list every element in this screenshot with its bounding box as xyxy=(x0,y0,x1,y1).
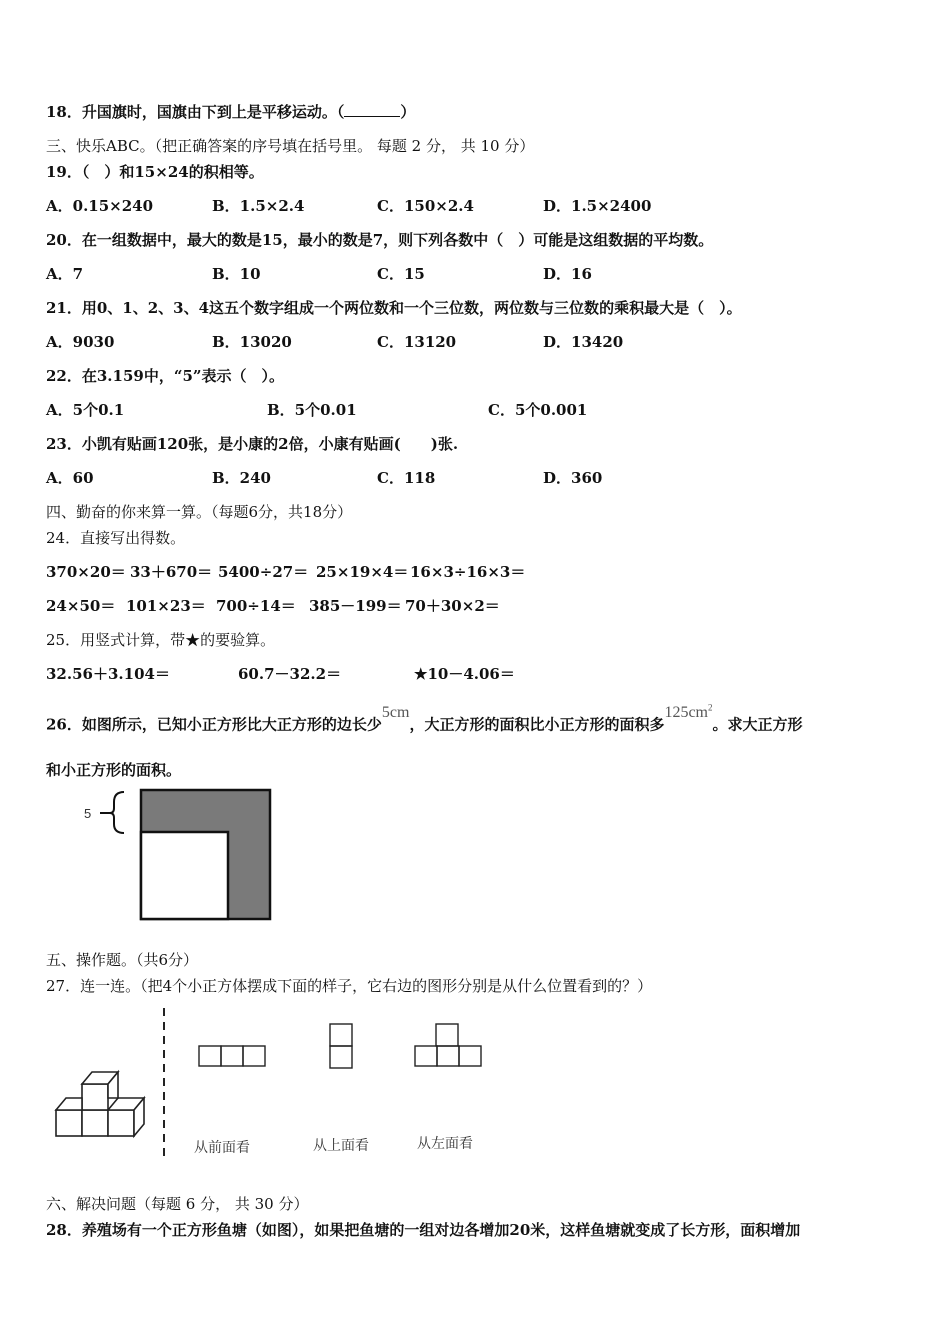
question-25-stem: 25．用竖式计算，带★的要验算。 xyxy=(46,631,276,649)
view-label-top: 从上面看 xyxy=(313,1137,369,1153)
top-view-shape[interactable] xyxy=(330,1024,352,1068)
q25-item: ★10－4.06＝ xyxy=(414,665,515,683)
cubes-figure xyxy=(46,1006,506,1164)
q20-option-b[interactable]: B．10 xyxy=(212,265,261,283)
question-18: 18．升国旗时，国旗由下到上是平移运动。（ ） xyxy=(46,103,416,121)
q20-option-a[interactable]: A．7 xyxy=(46,265,84,283)
q19-option-a[interactable]: A．0.15×240 xyxy=(46,197,154,215)
section-4-title: 四、勤奋的你来算一算。（每题6分，共18分） xyxy=(46,503,353,521)
question-26-stem: 26．如图所示，已知小正方形比大正方形的边长少5cm，大正方形的面积比小正方形的面积多$125cm^2$。求大正方形 xyxy=(46,703,803,734)
math-125cm2: $125cm^2$ xyxy=(664,703,713,722)
answer-blank[interactable] xyxy=(344,102,400,117)
q23-option-c[interactable]: C．118 xyxy=(377,469,436,487)
q24-item: 700÷14＝ xyxy=(216,597,296,615)
q24-item: 385－199＝ xyxy=(309,597,402,615)
brace-icon xyxy=(100,792,124,833)
q19-option-d[interactable]: D．1.5×2400 xyxy=(543,197,652,215)
section-5-title: 五、操作题。（共6分） xyxy=(46,951,199,969)
figure-label-5: 5 xyxy=(84,806,92,821)
q20-option-d[interactable]: D．16 xyxy=(543,265,592,283)
q25-item: 32.56＋3.104＝ xyxy=(46,665,170,683)
q21-option-a[interactable]: A．9030 xyxy=(46,333,115,351)
q25-item: 60.7－32.2＝ xyxy=(238,665,342,683)
q21-option-d[interactable]: D．13420 xyxy=(543,333,624,351)
q21-option-c[interactable]: C．13120 xyxy=(377,333,457,351)
q19-option-b[interactable]: B．1.5×2.4 xyxy=(212,197,305,215)
math-5cm: 5cm xyxy=(381,704,410,722)
q22-option-a[interactable]: A．5个0.1 xyxy=(46,401,125,419)
left-view-shape[interactable] xyxy=(415,1024,481,1066)
q24-item: 16×3÷16×3＝ xyxy=(410,563,526,581)
q20-option-c[interactable]: C．15 xyxy=(377,265,425,283)
q19-option-c[interactable]: C．150×2.4 xyxy=(377,197,474,215)
question-23-stem: 23．小凯有贴画120张，是小康的2倍，小康有贴画( )张. xyxy=(46,435,459,453)
q21-option-b[interactable]: B．13020 xyxy=(212,333,292,351)
question-20-stem: 20．在一组数据中，最大的数是15，最小的数是7，则下列各数中（ ）可能是这组数据的平均数。 xyxy=(46,231,714,249)
front-view-shape[interactable] xyxy=(199,1046,265,1066)
question-24-stem: 24．直接写出得数。 xyxy=(46,529,186,547)
section-3-title: 三、快乐ABC。（把正确答案的序号填在括号里。 每题 2 分， 共 10 分） xyxy=(46,137,535,155)
q23-option-b[interactable]: B．240 xyxy=(212,469,271,487)
question-27-stem: 27．连一连。（把4个小正方体摆成下面的样子，它右边的图形分别是从什么位置看到的？） xyxy=(46,977,653,995)
q24-item: 24×50＝ xyxy=(46,597,116,615)
question-22-stem: 22．在3.159中，“5”表示（ ）。 xyxy=(46,367,285,385)
question-19-stem: 19．（ ）和15×24的积相等。 xyxy=(46,163,264,181)
q24-item: 370×20＝ xyxy=(46,563,126,581)
squares-figure xyxy=(78,786,278,924)
question-21-stem: 21．用0、1、2、3、4这五个数字组成一个两位数和一个三位数，两位数与三位数的乘积最大是（ ）。 xyxy=(46,299,742,317)
view-label-left: 从左面看 xyxy=(417,1135,473,1151)
q22-option-b[interactable]: B．5个0.01 xyxy=(267,401,357,419)
q22-option-c[interactable]: C．5个0.001 xyxy=(488,401,588,419)
q24-item: 25×19×4＝ xyxy=(316,563,409,581)
q24-item: 5400÷27＝ xyxy=(218,563,309,581)
q24-item: 101×23＝ xyxy=(126,597,206,615)
question-28-stem: 28．养殖场有一个正方形鱼塘（如图），如果把鱼塘的一组对边各增加20米，这样鱼塘就变成了长方形，面积增加 xyxy=(46,1221,801,1239)
question-26-line2: 和小正方形的面积。 xyxy=(46,761,182,779)
q24-item: 33＋670＝ xyxy=(130,563,213,581)
small-square xyxy=(141,832,228,919)
q24-item: 70＋30×2＝ xyxy=(405,597,500,615)
section-6-title: 六、解决问题（每题 6 分， 共 30 分） xyxy=(46,1195,309,1213)
q23-option-a[interactable]: A．60 xyxy=(46,469,94,487)
view-label-front: 从前面看 xyxy=(194,1139,250,1155)
cube-stack xyxy=(56,1072,144,1136)
q23-option-d[interactable]: D．360 xyxy=(543,469,603,487)
